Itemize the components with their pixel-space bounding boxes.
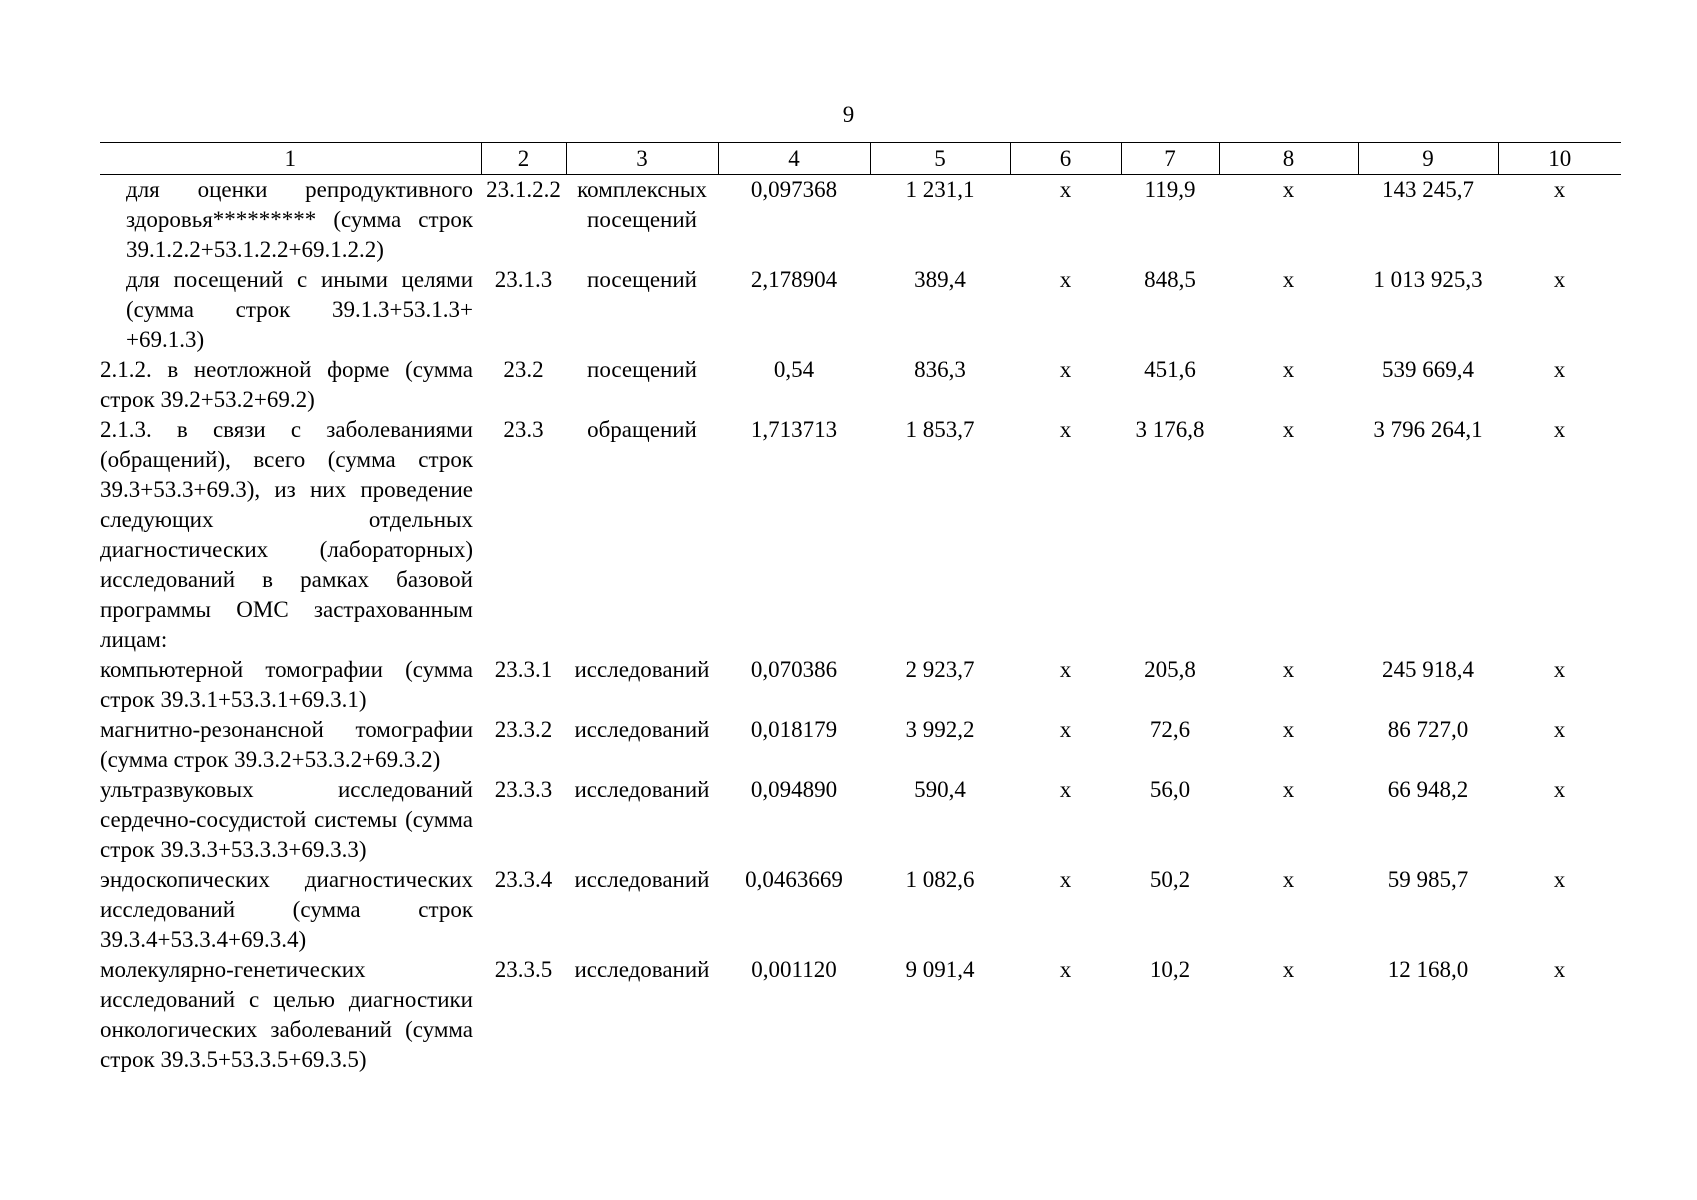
- row-unit: исследований: [574, 957, 710, 982]
- row-name: для оценки репродуктивного здоровья********* (сумма строк 39.1.2.2+53.1.2.2+69.1.2.2): [126, 177, 473, 262]
- cell-col8: х: [1282, 957, 1295, 982]
- header-row: [100, 143, 1621, 175]
- table-row: [100, 355, 1621, 415]
- table-row: [100, 175, 1621, 266]
- row-name: 2.1.3. в связи с заболеваниями (обращений), всего (сумма строк 39.3+53.3+69.3), из них проведение следующих отдельных диагностических (лабораторных) исследований в рамках базовой программы ОМС застрахованным лицам:: [100, 417, 473, 652]
- row-name: эндоскопических диагностических исследований (сумма строк 39.3.4+53.3.4+69.3.4): [100, 867, 473, 952]
- cell-col6: х: [1059, 867, 1072, 892]
- column-header: 5: [870, 143, 1010, 175]
- column-header: 1: [100, 143, 481, 175]
- cell-col8: х: [1282, 357, 1295, 382]
- cell-col4: 1,713713: [750, 417, 838, 442]
- cell-col7: 56,0: [1149, 777, 1191, 802]
- cell-col5: 836,3: [914, 357, 966, 382]
- cell-col5: 1 231,1: [905, 177, 975, 202]
- cell-col7: 10,2: [1149, 957, 1191, 982]
- cell-col4: 0,0463669: [745, 867, 843, 892]
- cell-col6: х: [1059, 717, 1072, 742]
- column-header: 9: [1358, 143, 1498, 175]
- cell-col10: х: [1553, 417, 1566, 442]
- row-code: 23.3.4: [494, 867, 553, 892]
- cell-col8: х: [1282, 717, 1295, 742]
- cell-col7: 50,2: [1149, 867, 1191, 892]
- cell-col4: 0,018179: [750, 717, 838, 742]
- cell-col5: 1 082,6: [905, 867, 975, 892]
- row-code: 23.2: [503, 357, 544, 382]
- row-unit: комплексных посещений: [577, 177, 707, 232]
- cell-col5: 590,4: [914, 777, 966, 802]
- cell-col7: 72,6: [1149, 717, 1191, 742]
- cell-col9: 143 245,7: [1382, 177, 1474, 202]
- row-unit: посещений: [587, 267, 697, 292]
- cell-col10: х: [1553, 267, 1566, 292]
- cell-col5: 1 853,7: [905, 417, 975, 442]
- cell-col10: х: [1553, 777, 1566, 802]
- cell-col5: 389,4: [914, 267, 966, 292]
- row-name: для посещений с иными целями (сумма строк 39.1.3+53.1.3+ +69.1.3): [126, 267, 473, 352]
- row-unit: обращений: [587, 417, 697, 442]
- cell-col10: х: [1553, 657, 1566, 682]
- table-row: [100, 265, 1621, 355]
- table-row: [100, 775, 1621, 865]
- cell-col7: 119,9: [1144, 177, 1196, 202]
- table-row: [100, 865, 1621, 955]
- column-header: 4: [718, 143, 870, 175]
- row-name: ультразвуковых исследований сердечно-сосудистой системы (сумма строк 39.3.3+53.3.3+69.3.3): [100, 777, 473, 862]
- row-name: 2.1.2. в неотложной форме (сумма строк 39.2+53.2+69.2): [100, 357, 473, 412]
- row-code: 23.1.2.2: [486, 177, 561, 202]
- row-unit: исследований: [574, 717, 710, 742]
- cell-col8: х: [1282, 177, 1295, 202]
- cell-col10: х: [1553, 867, 1566, 892]
- row-unit: исследований: [574, 777, 710, 802]
- cell-col8: х: [1282, 777, 1295, 802]
- row-code: 23.3.3: [494, 777, 553, 802]
- cell-col9: 86 727,0: [1387, 717, 1469, 742]
- table-row: [100, 715, 1621, 775]
- row-name: магнитно-резонансной томографии (сумма строк 39.3.2+53.3.2+69.3.2): [100, 717, 473, 772]
- cell-col8: х: [1282, 417, 1295, 442]
- table-row: [100, 955, 1621, 1075]
- column-header: 10: [1498, 143, 1621, 175]
- row-code: 23.3.1: [494, 657, 553, 682]
- cell-col7: 848,5: [1144, 267, 1196, 292]
- cell-col7: 205,8: [1144, 657, 1196, 682]
- column-header: 6: [1010, 143, 1121, 175]
- row-name: компьютерной томографии (сумма строк 39.3.1+53.3.1+69.3.1): [100, 657, 473, 712]
- row-code: 23.3: [503, 417, 544, 442]
- data-table: [100, 142, 1621, 1075]
- cell-col8: х: [1282, 867, 1295, 892]
- cell-col10: х: [1553, 177, 1566, 202]
- cell-col9: 1 013 925,3: [1373, 267, 1483, 292]
- cell-col6: х: [1059, 357, 1072, 382]
- cell-col8: х: [1282, 657, 1295, 682]
- cell-col5: 2 923,7: [905, 657, 975, 682]
- row-unit: исследований: [574, 867, 710, 892]
- cell-col10: х: [1553, 717, 1566, 742]
- cell-col10: х: [1553, 957, 1566, 982]
- row-code: 23.1.3: [494, 267, 553, 292]
- cell-col9: 539 669,4: [1382, 357, 1474, 382]
- row-name: молекулярно-генетических исследований с целью диагностики онкологических заболеваний (сумма строк 39.3.5+53.3.5+69.3.5): [100, 957, 473, 1072]
- cell-col6: х: [1059, 657, 1072, 682]
- column-header: 3: [566, 143, 718, 175]
- cell-col9: 12 168,0: [1387, 957, 1469, 982]
- cell-col4: 0,094890: [750, 777, 838, 802]
- row-code: 23.3.2: [494, 717, 553, 742]
- cell-col5: 9 091,4: [905, 957, 975, 982]
- column-header: 2: [481, 143, 566, 175]
- row-code: 23.3.5: [494, 957, 553, 982]
- table-row: [100, 415, 1621, 655]
- cell-col4: 0,54: [773, 357, 815, 382]
- cell-col6: х: [1059, 177, 1072, 202]
- cell-col4: 0,097368: [750, 177, 838, 202]
- cell-col6: х: [1059, 417, 1072, 442]
- cell-col5: 3 992,2: [905, 717, 975, 742]
- cell-col6: х: [1059, 957, 1072, 982]
- cell-col10: х: [1553, 357, 1566, 382]
- cell-col7: 451,6: [1144, 357, 1196, 382]
- cell-col7: 3 176,8: [1135, 417, 1205, 442]
- cell-col6: х: [1059, 777, 1072, 802]
- table-row: [100, 655, 1621, 715]
- cell-col4: 0,070386: [750, 657, 838, 682]
- cell-col9: 245 918,4: [1382, 657, 1474, 682]
- cell-col9: 66 948,2: [1387, 777, 1469, 802]
- cell-col9: 3 796 264,1: [1373, 417, 1483, 442]
- row-unit: исследований: [574, 657, 710, 682]
- column-header: 7: [1121, 143, 1219, 175]
- cell-col4: 2,178904: [750, 267, 838, 292]
- cell-col9: 59 985,7: [1387, 867, 1469, 892]
- cell-col8: х: [1282, 267, 1295, 292]
- row-unit: посещений: [587, 357, 697, 382]
- cell-col6: х: [1059, 267, 1072, 292]
- page-number: 9: [842, 102, 855, 127]
- column-header: 8: [1219, 143, 1358, 175]
- cell-col4: 0,001120: [751, 957, 837, 982]
